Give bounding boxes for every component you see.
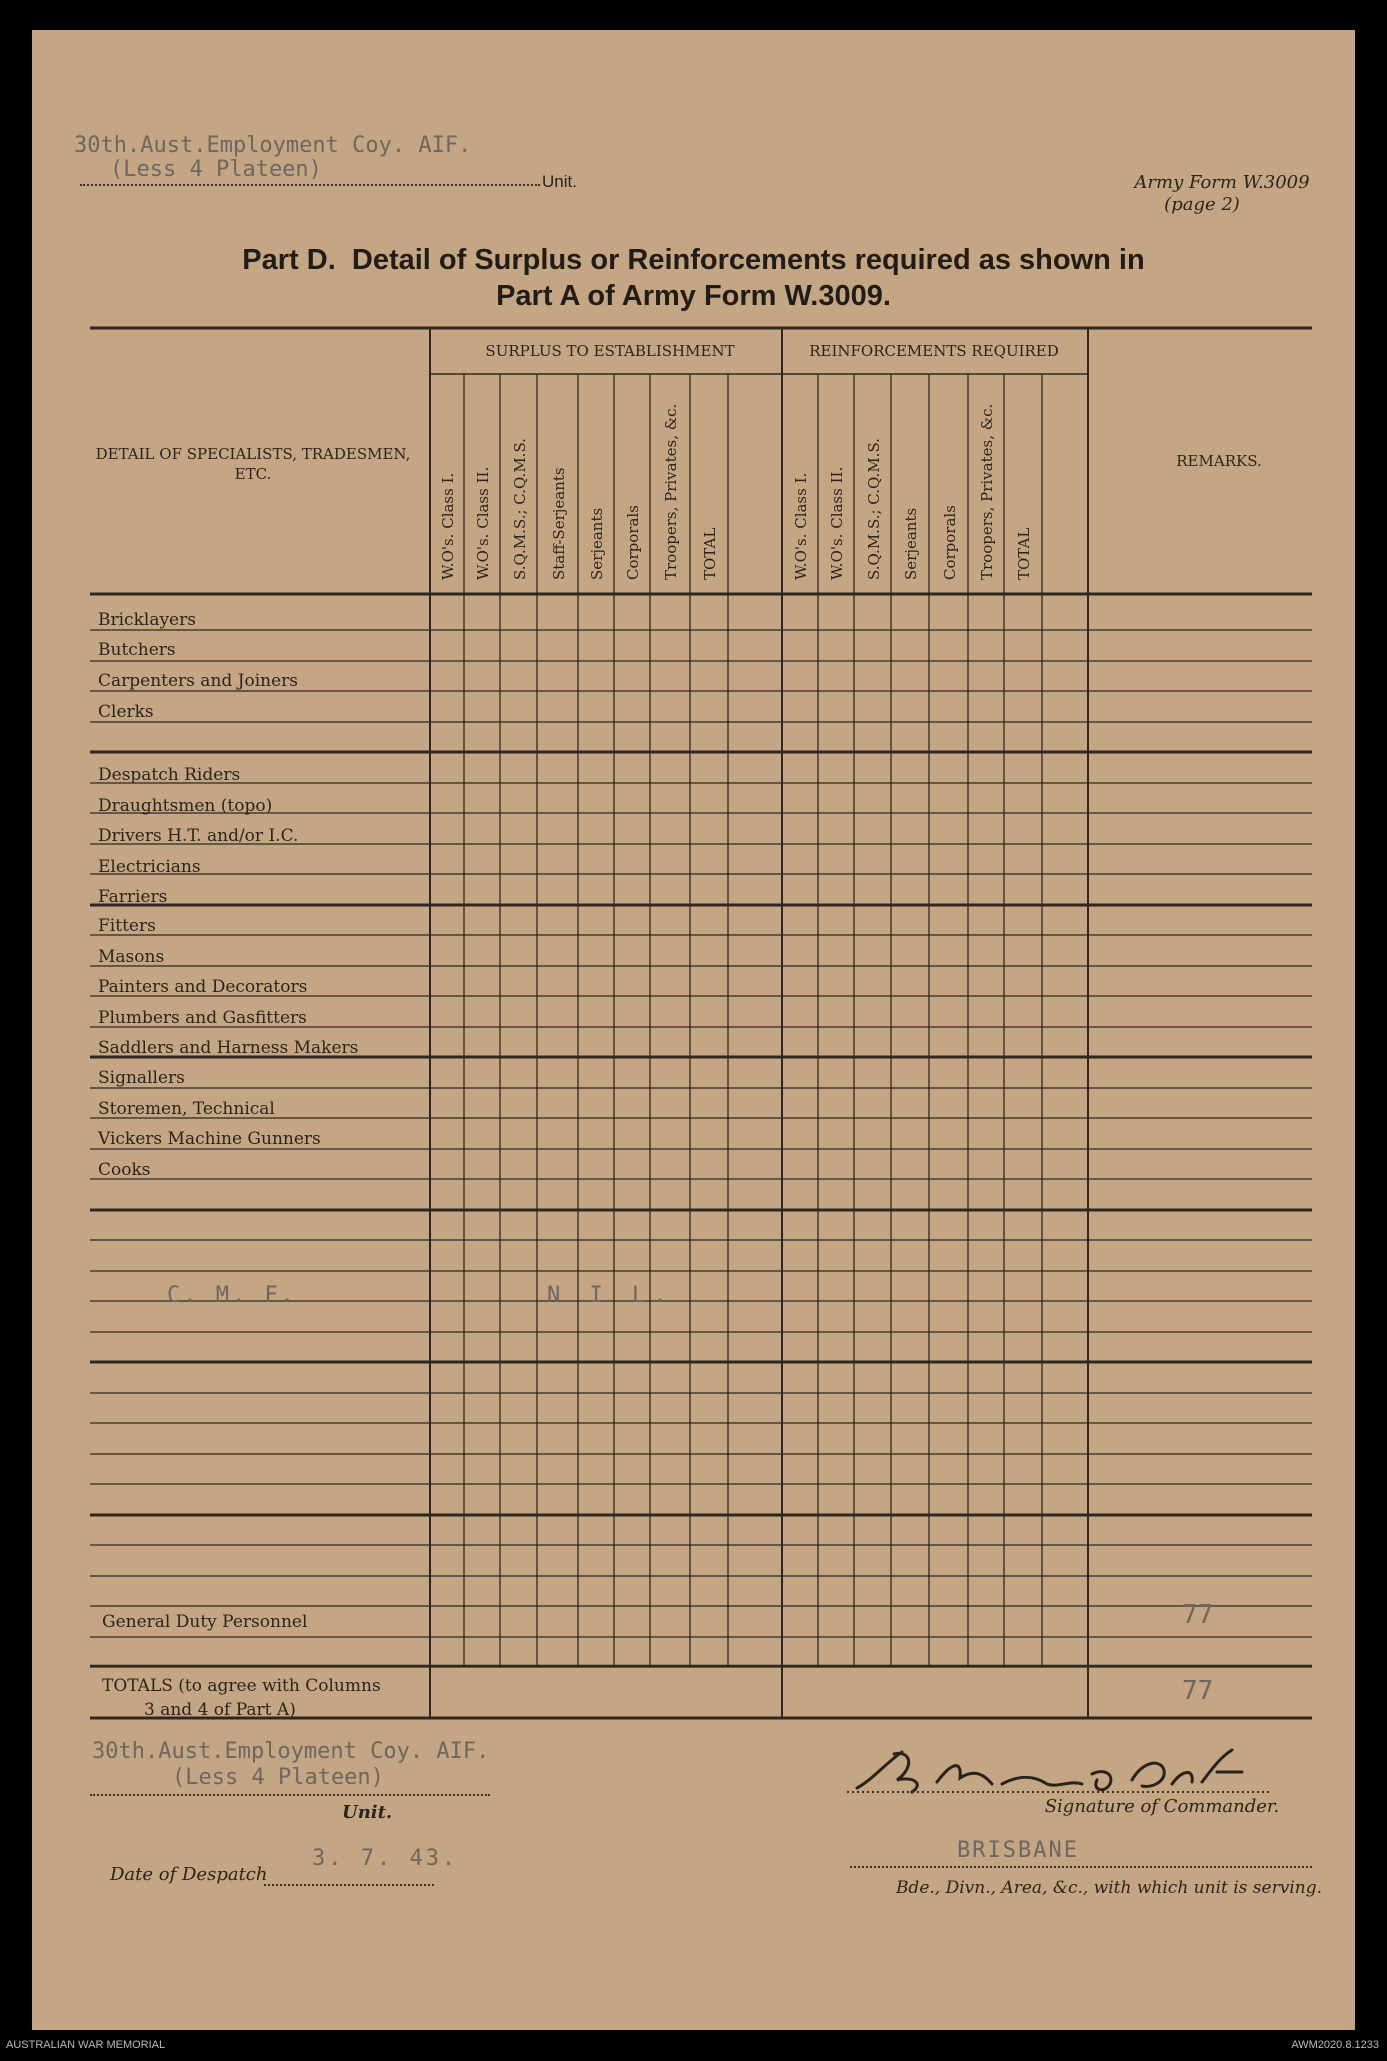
unit-typed-line2: (Less 4 Plateen) xyxy=(110,157,322,182)
row-label: Signallers xyxy=(98,1068,185,1088)
date-dotted-line xyxy=(264,1884,434,1886)
area-dotted-line xyxy=(850,1866,1312,1868)
surplus-column-label: S.Q.M.S.; C.Q.M.S. xyxy=(510,438,529,580)
footer-left: AUSTRALIAN WAR MEMORIAL xyxy=(6,2039,166,2051)
totals-line2: 3 and 4 of Part A) xyxy=(144,1700,296,1720)
remarks-header: REMARKS. xyxy=(1176,452,1262,470)
row-label: Butchers xyxy=(98,640,176,660)
surplus-column-label: W.O's. Class I. xyxy=(439,472,457,580)
general-duty-remark: 77 xyxy=(1182,1600,1214,1630)
form-page xyxy=(32,30,1355,2030)
totals-remark: 77 xyxy=(1182,1676,1214,1706)
general-duty-label: General Duty Personnel xyxy=(102,1612,308,1632)
area-value: BRISBANE xyxy=(957,1838,1079,1863)
form-id-line1: Army Form W.3009 xyxy=(1134,172,1310,193)
bottom-unit-line2: (Less 4 Plateen) xyxy=(172,1765,384,1790)
date-label: Date of Despatch xyxy=(110,1864,268,1885)
surplus-column-label: Staff-Serjeants xyxy=(549,467,568,580)
surplus-column-label: TOTAL xyxy=(701,527,719,580)
reinforcement-column-label: Corporals xyxy=(940,505,959,580)
form-id-line2: (page 2) xyxy=(1164,194,1240,215)
row-label: Carpenters and Joiners xyxy=(98,671,299,691)
row-label: Farriers xyxy=(98,887,168,907)
row-label: Bricklayers xyxy=(98,610,196,630)
surplus-column-label: Serjeants xyxy=(588,507,606,580)
row-label: Vickers Machine Gunners xyxy=(98,1129,321,1149)
area-label: Bde., Divn., Area, &c., with which unit is serving. xyxy=(895,1878,1322,1898)
bottom-unit-label: Unit. xyxy=(342,1802,393,1823)
row-label: Clerks xyxy=(98,702,154,722)
footer-right: AWM2020.8.1233 xyxy=(1291,2039,1379,2051)
totals-line1: TOTALS (to agree with Columns xyxy=(102,1676,381,1696)
table-grid xyxy=(32,30,1355,2030)
detail-header: DETAIL OF SPECIALISTS, TRADESMEN, ETC. xyxy=(95,445,411,483)
reinforcement-column-label: Troopers, Privates, &c. xyxy=(978,403,996,580)
unit-label: Unit. xyxy=(542,172,577,191)
row-label: Draughtsmen (topo) xyxy=(98,796,273,816)
bottom-unit-line1: 30th.Aust.Employment Coy. AIF. xyxy=(92,1739,490,1764)
date-value: 3. 7. 43. xyxy=(312,1846,459,1871)
row-label: Drivers H.T. and/or I.C. xyxy=(98,826,299,846)
title-line2: Part A of Army Form W.3009. xyxy=(496,280,891,312)
surplus-column-label: W.O's. Class II. xyxy=(474,466,492,580)
surplus-column-label: Corporals xyxy=(624,505,642,580)
reinforcement-column-label: W.O's. Class I. xyxy=(792,472,810,580)
reinforcement-column-label: W.O's. Class II. xyxy=(828,466,846,580)
row-label: Plumbers and Gasfitters xyxy=(98,1008,307,1028)
row-label: Painters and Decorators xyxy=(98,977,308,997)
row-label: Cooks xyxy=(98,1160,151,1180)
bottom-unit-dotted-line xyxy=(90,1794,490,1796)
reinforcement-column-label: S.Q.M.S.; C.Q.M.S. xyxy=(864,438,883,580)
row-label: Storemen, Technical xyxy=(98,1099,275,1119)
commander-signature xyxy=(842,1740,1282,1800)
row-label: Saddlers and Harness Makers xyxy=(98,1038,359,1058)
unit-typed-line1: 30th.Aust.Employment Coy. AIF. xyxy=(74,133,472,158)
surplus-header: SURPLUS TO ESTABLISHMENT xyxy=(485,342,735,360)
title-line1: Part D. Detail of Surplus or Reinforcements required as shown in xyxy=(242,244,1145,276)
row-label: Masons xyxy=(98,947,165,967)
signature-label: Signature of Commander. xyxy=(1044,1796,1280,1817)
reinforcements-header: REINFORCEMENTS REQUIRED xyxy=(809,342,1059,360)
reinforcement-column-label: TOTAL xyxy=(1015,527,1033,580)
nil-label: N I L. xyxy=(547,1283,675,1308)
surplus-column-label: Troopers, Privates, &c. xyxy=(662,403,680,580)
row-label: Despatch Riders xyxy=(98,765,241,785)
cmf-label: C. M. F. xyxy=(167,1283,297,1308)
row-label: Electricians xyxy=(98,857,201,877)
reinforcement-column-label: Serjeants xyxy=(902,507,920,580)
row-label: Fitters xyxy=(98,916,156,936)
